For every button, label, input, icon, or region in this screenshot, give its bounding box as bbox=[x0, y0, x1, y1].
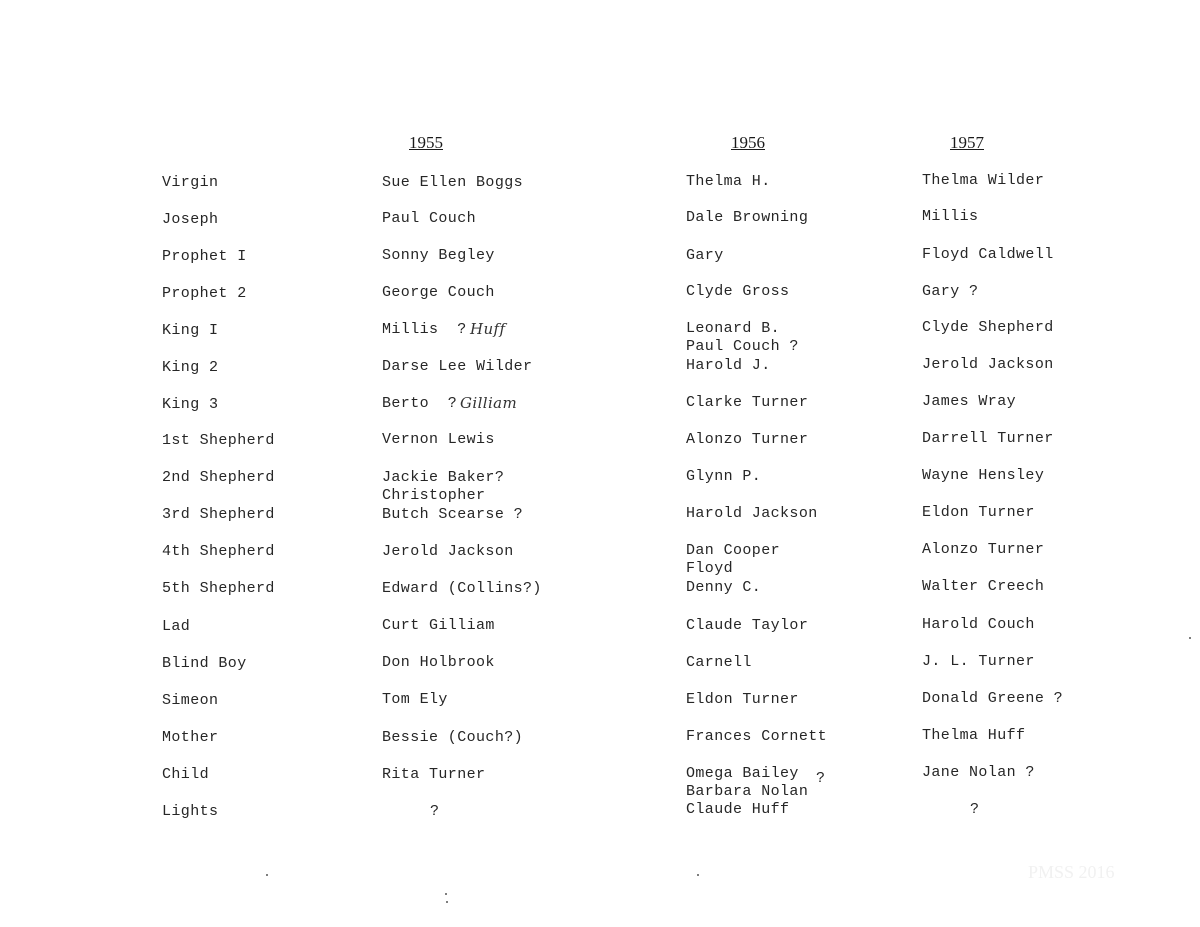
cast-1955: Jackie Baker? bbox=[382, 469, 505, 486]
query-mark: ? bbox=[816, 770, 826, 787]
cast-1956: Glynn P. bbox=[686, 468, 762, 485]
scan-speck bbox=[446, 901, 448, 903]
role-label: Mother bbox=[162, 729, 219, 746]
cast-1956: Denny C. bbox=[686, 579, 762, 596]
role-label: King 3 bbox=[162, 396, 219, 413]
cast-1956-extra: Paul Couch ? bbox=[686, 338, 799, 355]
role-label: 5th Shepherd bbox=[162, 580, 275, 597]
scan-speck bbox=[1189, 637, 1191, 639]
cast-1957: Eldon Turner bbox=[922, 504, 1035, 521]
cast-1955: ? bbox=[430, 803, 440, 820]
role-label: 2nd Shepherd bbox=[162, 469, 275, 486]
role-label: Lights bbox=[162, 803, 219, 820]
year-header-1956: 1956 bbox=[731, 133, 765, 152]
cast-1956: Clarke Turner bbox=[686, 394, 809, 411]
cast-1957: Harold Couch bbox=[922, 616, 1035, 633]
cast-1957: James Wray bbox=[922, 393, 1017, 410]
cast-1955: Sonny Begley bbox=[382, 247, 495, 264]
watermark: PMSS 2016 bbox=[1028, 862, 1115, 882]
scan-speck bbox=[445, 893, 447, 895]
cast-1956: Gary bbox=[686, 247, 724, 264]
cast-1955: Bessie (Couch?) bbox=[382, 729, 524, 746]
role-label: Child bbox=[162, 766, 210, 783]
cast-1955: Edward (Collins?) bbox=[382, 580, 542, 597]
cast-1956-extra: Floyd bbox=[686, 560, 734, 577]
cast-1955: Tom Ely bbox=[382, 691, 448, 708]
cast-1957: Jane Nolan ? bbox=[922, 764, 1035, 781]
year-header-1957: 1957 bbox=[950, 133, 984, 152]
cast-1955-extra: Christopher bbox=[382, 487, 486, 504]
role-label: 3rd Shepherd bbox=[162, 506, 275, 523]
role-label: 1st Shepherd bbox=[162, 432, 275, 449]
cast-1956: Eldon Turner bbox=[686, 691, 799, 708]
role-label: Simeon bbox=[162, 692, 219, 709]
cast-1956: Harold Jackson bbox=[686, 505, 818, 522]
role-label: King I bbox=[162, 322, 219, 339]
cast-1957: Alonzo Turner bbox=[922, 541, 1045, 558]
year-header-1955: 1955 bbox=[409, 133, 443, 152]
cast-1957: Gary ? bbox=[922, 283, 979, 300]
handwritten-note: Gilliam bbox=[460, 394, 518, 412]
cast-1955: George Couch bbox=[382, 284, 495, 301]
cast-1955: Jerold Jackson bbox=[382, 543, 514, 560]
role-label: Blind Boy bbox=[162, 655, 247, 672]
role-label: Joseph bbox=[162, 211, 219, 228]
cast-1955: Sue Ellen Boggs bbox=[382, 174, 524, 191]
cast-1955: Darse Lee Wilder bbox=[382, 358, 533, 375]
role-label: Lad bbox=[162, 618, 191, 635]
cast-1957: Wayne Hensley bbox=[922, 467, 1045, 484]
cast-1956: Leonard B. bbox=[686, 320, 781, 337]
cast-1956: Thelma H. bbox=[686, 173, 771, 190]
cast-1956: Omega Bailey bbox=[686, 765, 799, 782]
cast-1956: Dale Browning bbox=[686, 209, 809, 226]
cast-1956: Claude Taylor bbox=[686, 617, 809, 634]
cast-1956: Frances Cornett bbox=[686, 728, 828, 745]
cast-1955: Paul Couch bbox=[382, 210, 477, 227]
cast-1957: Thelma Wilder bbox=[922, 172, 1045, 189]
role-label: Virgin bbox=[162, 174, 219, 191]
cast-1955: Butch Scearse ? bbox=[382, 506, 524, 523]
cast-1956: Harold J. bbox=[686, 357, 771, 374]
handwritten-note: Huff bbox=[470, 320, 506, 338]
cast-1955: Berto ? bbox=[382, 395, 458, 412]
cast-1955: Vernon Lewis bbox=[382, 431, 495, 448]
cast-1956: Alonzo Turner bbox=[686, 431, 809, 448]
cast-1957: Darrell Turner bbox=[922, 430, 1054, 447]
cast-1957: J. L. Turner bbox=[922, 653, 1035, 670]
cast-1955: Curt Gilliam bbox=[382, 617, 495, 634]
cast-1956: Carnell bbox=[686, 654, 752, 671]
cast-1957: Walter Creech bbox=[922, 578, 1045, 595]
cast-1956: Dan Cooper bbox=[686, 542, 781, 559]
cast-1957: Floyd Caldwell bbox=[922, 246, 1054, 263]
scan-speck bbox=[697, 874, 699, 876]
cast-1955: Millis ? bbox=[382, 321, 467, 338]
cast-1956-extra: Claude Huff bbox=[686, 801, 790, 818]
cast-1957: Thelma Huff bbox=[922, 727, 1026, 744]
cast-1957: Jerold Jackson bbox=[922, 356, 1054, 373]
cast-1955: Don Holbrook bbox=[382, 654, 495, 671]
role-label: King 2 bbox=[162, 359, 219, 376]
cast-1957: Clyde Shepherd bbox=[922, 319, 1054, 336]
role-label: 4th Shepherd bbox=[162, 543, 275, 560]
cast-1957: Donald Greene ? bbox=[922, 690, 1064, 707]
cast-1957: Millis bbox=[922, 208, 979, 225]
cast-1956: Clyde Gross bbox=[686, 283, 790, 300]
cast-1955: Rita Turner bbox=[382, 766, 486, 783]
role-label: Prophet 2 bbox=[162, 285, 247, 302]
cast-1956-extra: Barbara Nolan bbox=[686, 783, 809, 800]
scan-speck bbox=[266, 874, 268, 876]
cast-1957: ? bbox=[970, 801, 980, 818]
role-label: Prophet I bbox=[162, 248, 247, 265]
